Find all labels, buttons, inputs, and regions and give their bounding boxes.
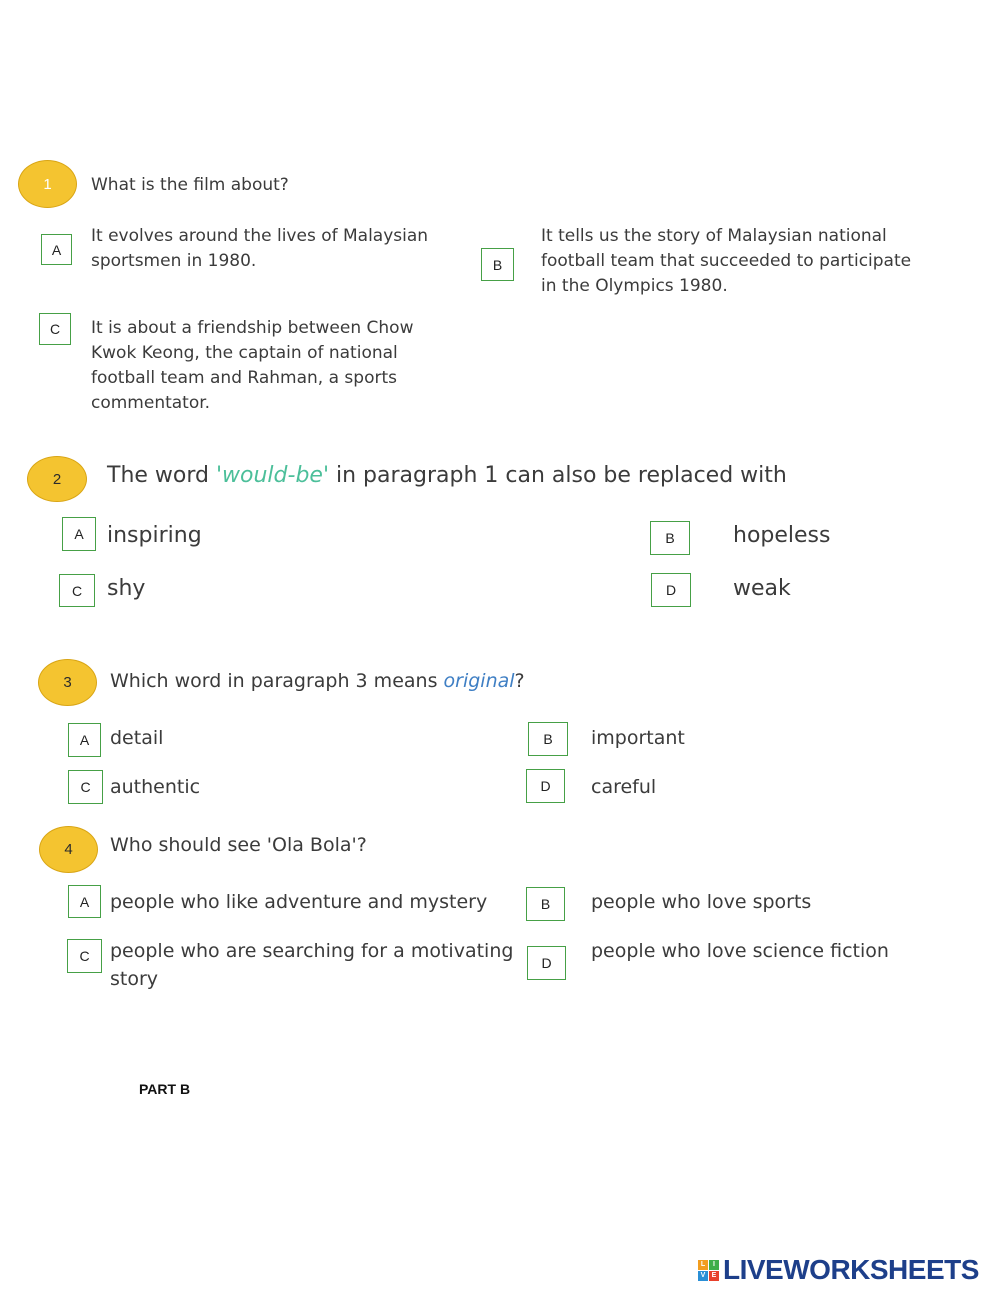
q1-option-a-text: It evolves around the lives of Malaysian sportsmen in 1980. — [91, 226, 429, 271]
question-2-highlight: 'would-be' — [215, 463, 329, 488]
question-3-number: 3 — [38, 659, 97, 706]
question-3-text — [110, 667, 525, 695]
liveworksheets-logo-mark-icon — [698, 1260, 719, 1281]
q3-option-a-text: detail — [110, 727, 164, 749]
q4-option-b-box[interactable]: B — [526, 887, 565, 921]
question-2-number: 2 — [27, 456, 87, 502]
q2-option-c-box[interactable]: C — [59, 574, 95, 607]
q4-option-c-box[interactable]: C — [67, 939, 102, 973]
q2-option-b-text: hopeless — [733, 523, 831, 548]
q1-option-b-text: It tells us the story of Malaysian national football team that succeeded to participate in the Olympics 1980. — [541, 226, 912, 296]
q1-option-a-box[interactable]: A — [41, 234, 72, 265]
q3-option-d-text: careful — [591, 776, 657, 798]
question-4-number: 4 — [39, 826, 98, 873]
q3-option-c-box[interactable]: C — [68, 770, 103, 804]
q4-option-c-text: people who are searching for a motivating story — [110, 940, 514, 990]
q3-option-a-box[interactable]: A — [68, 723, 101, 757]
question-1-text: What is the film about? — [91, 175, 289, 195]
question-3-text-before: Which word in paragraph 3 means — [110, 670, 444, 692]
q2-option-d-text: weak — [733, 576, 791, 601]
q3-option-b-text: important — [591, 727, 685, 749]
logo-mark-l: L — [698, 1260, 708, 1270]
q2-option-d-box[interactable]: D — [651, 573, 691, 607]
question-1-number: 1 — [18, 160, 77, 208]
q2-option-a-box[interactable]: A — [62, 517, 96, 551]
logo-mark-e: E — [709, 1271, 719, 1281]
question-2-text — [107, 462, 787, 490]
q4-option-d-text: people who love science fiction — [591, 940, 889, 962]
liveworksheets-logo-text: LIVEWORKSHEETS — [723, 1254, 979, 1285]
q4-option-a-box[interactable]: A — [68, 885, 101, 918]
q1-option-c-text: It is about a friendship between Chow Kwok Keong, the captain of national football team and Rahman, a sports commentator. — [91, 318, 414, 413]
q2-option-a-text: inspiring — [107, 523, 202, 548]
liveworksheets-logo — [698, 1254, 979, 1286]
q2-option-c-text: shy — [107, 576, 146, 601]
q3-option-b-box[interactable]: B — [528, 722, 568, 756]
q4-option-b-text: people who love sports — [591, 891, 812, 913]
part-b-heading: PART B — [139, 1081, 191, 1097]
question-2-text-after: in paragraph 1 can also be replaced with — [329, 463, 787, 488]
question-3-highlight: original — [443, 670, 515, 692]
q4-option-a-text: people who like adventure and mystery — [110, 891, 488, 913]
q1-option-b-box[interactable]: B — [481, 248, 514, 281]
question-3-text-after: ? — [514, 670, 525, 692]
q3-option-d-box[interactable]: D — [526, 769, 565, 803]
q3-option-c-text: authentic — [110, 776, 201, 798]
logo-mark-v: V — [698, 1271, 708, 1281]
q2-option-b-box[interactable]: B — [650, 521, 690, 555]
question-2-text-before: The word — [107, 463, 216, 488]
logo-mark-i: I — [709, 1260, 719, 1270]
question-4-text: Who should see 'Ola Bola'? — [110, 834, 367, 856]
q1-option-c-box[interactable]: C — [39, 313, 71, 345]
q4-option-d-box[interactable]: D — [527, 946, 566, 980]
